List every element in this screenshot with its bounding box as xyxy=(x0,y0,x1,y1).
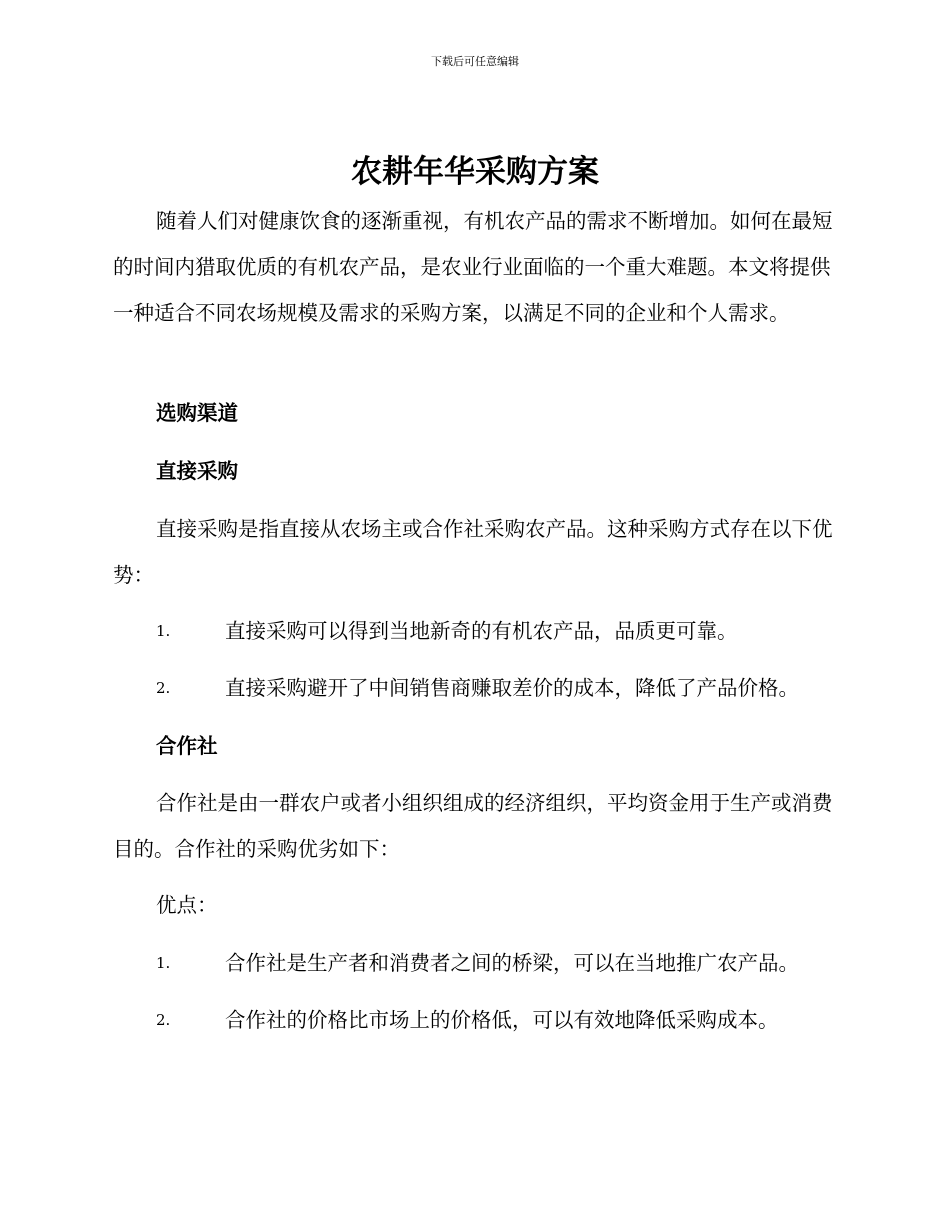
subheading-direct: 直接采购 xyxy=(156,459,238,483)
direct-paragraph: 直接采购是指直接从农场主或合作社采购农产品。这种采购方式存在以下优势： xyxy=(113,517,833,587)
list-item xyxy=(156,616,846,646)
list-item-text: 直接采购避开了中间销售商赚取差价的成本，降低了产品价格。 xyxy=(225,676,799,700)
list-item-number: 1. xyxy=(156,954,171,972)
list-item-text: 合作社的价格比市场上的价格低，可以有效地降低采购成本。 xyxy=(225,1008,779,1032)
list-item-text: 合作社是生产者和消费者之间的桥梁，可以在当地推广农产品。 xyxy=(225,951,799,975)
list-item-number: 2. xyxy=(156,1011,171,1029)
list-item xyxy=(156,673,846,703)
document-title: 农耕年华采购方案 xyxy=(351,154,599,190)
list-item-number: 1. xyxy=(156,622,171,640)
list-item-number: 2. xyxy=(156,679,171,697)
header-note: 下载后可任意编辑 xyxy=(431,55,519,68)
coop-paragraph: 合作社是由一群农户或者小组织组成的经济组织，平均资金用于生产或消费目的。合作社的采购优劣如下： xyxy=(113,791,833,861)
section-heading-channel: 选购渠道 xyxy=(156,401,238,425)
intro-paragraph: 随着人们对健康饮食的逐渐重视，有机农产品的需求不断增加。如何在最短的时间内猎取优质的有机农产品，是农业行业面临的一个重大难题。本文将提供一种适合不同农场规模及需求的采购方案，以满足不同的企业和个人需求。 xyxy=(113,209,833,325)
pros-label: 优点： xyxy=(156,893,218,917)
list-item xyxy=(156,1005,846,1035)
list-item-text: 直接采购可以得到当地新奇的有机农产品，品质更可靠。 xyxy=(225,619,738,643)
subheading-coop: 合作社 xyxy=(156,734,218,758)
list-item xyxy=(156,948,846,978)
